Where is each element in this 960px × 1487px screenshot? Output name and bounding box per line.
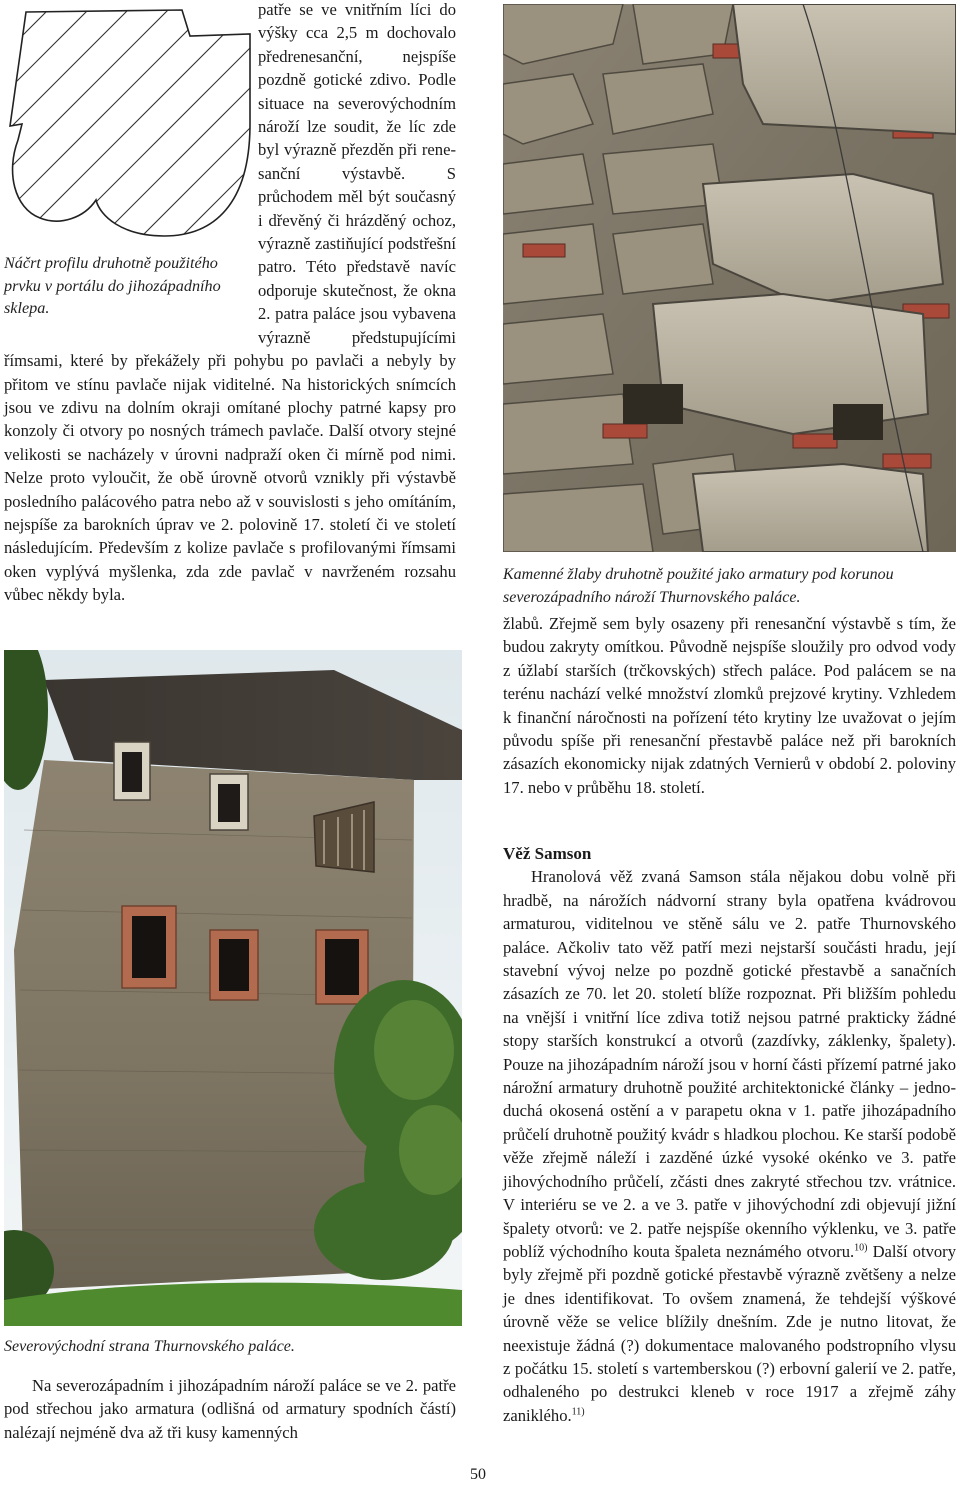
left-column-bottom-text — [4, 1374, 456, 1444]
paragraph-gutters: žlabů. Zřejmě sem byly osazeny při renesanční výstavbě s tím, že budou zakryty omítkou. Původně nejspíše sloužily pro odvod vody z úžlabí starších (trčkovských) střech paláce. Pod palácem se na terénu nachází velké množství zlomků prejzové krytiny. Vzhledem k finanční náročnosti na pořízení této krytiny lze uvažovat o jejím původu spíše při renesanční přestavbě paláce než při barokních zásazích ekonomicky nijak zdatných Vernierů v období 2. poloviny 17. nebo v průběhu 18. století. — [503, 614, 956, 797]
palace-photo — [4, 650, 462, 1326]
stone-corner-caption: Kamenné žlaby druhotně použité jako armatury pod korunou severozápadního nároží Thurnovského paláce. — [503, 566, 894, 606]
profile-sketch-caption: Náčrt profilu druhotně použitého prvku v portálu do jihozápadního sklepa. — [4, 254, 221, 318]
footnote-ref-10[interactable]: 10) — [854, 1242, 868, 1254]
text-wrap-spacer — [4, 0, 258, 340]
paragraph-wall-gallery: patře se ve vnitřním líci do výšky cca 2,5 m dochovalo předrenesanční, nejspíše pozdně gotické zdivo. Podle situace na severovýchodním nároží lze soudit, že líc zde byl výrazně přezděn při renesanční výstavbě. S průchodem měl být současný i dřevěný či hrázděný ochoz, výrazně zastiňující podstřešní patro. Této představě navíc odporuje skutečnost, že okna 2. patra paláce jsou vybavena výrazně předstupujícími římsami, které by překážely při pohybu po pavlači a nebyly by přitom ve stínu pavlače nijak viditelné. Na historických snímcích jsou ve zdivu na dolním okraji omítané plochy patrné kapsy pro konzoly či otvory po nosných trámech pavlače. Další otvory stejné velikosti se nacházely v úrovni nadpraží oken či mírně pod nimi. Nelze proto vyloučit, že obě úrovně otvorů vznikly při výstavbě posledního palácového patra nebo až v souvislosti s jeho omítáním, nejspíše za barokních úprav ve 2. polovině 17. století či ve století následujícím. Především z kolize pavlače s profilovanými římsami oken vyplývá myšlenka, zda zde pavlač v navrženém rozsahu vůbec někdy byla. — [4, 0, 456, 605]
footnote-ref-11[interactable]: 11) — [571, 1406, 585, 1418]
samson-text-part1: Hranolová věž zvaná Samson stála nějakou dobu volně při hradbě, na nárožích nádvorní strany byla opatřena kvádrovou armaturou, viditelnou ve stěně sálu ve 2. patře Thurnovského paláce. Ačkoliv tato věž patří mezi nejstarší součásti hradu, její stavební vývoj nelze po pozdně gotické přestavbě a sanačních zásazích ze 70. let 20. století blíže rozpoznat. Při bližším pohledu na vnější i vnitřní líce zdiva totiž nejsou patrné prakticky žádné stopy starších konstrukcí a otvorů (zazdívky, záklenky, špalety). Pouze na jihozápadním nároží jsou v horní části přízemí patrné jako nárožní armatury druhotně použité architektonické články – jednoduchá okosená ostění a v parapetu okna v 1. patře jihozápadního průčelí druhotně použitý kvádr s hladkou plochou. Ke starší podobě věže zřejmě náleží i zazděné úzké vysoké okénko ve 3. patře jihovýchodního průčelí, zčásti dnes zakryté střechou tzv. vrátnice. V interiéru se ve 2. a ve 3. patře v jihovýchodní zdi objevují jižní špalety otvorů: ve 2. patře nejspíše okenního výklenku, ve 3. patře poblíž východního kouta špaleta neznámého otvoru. — [503, 867, 956, 1261]
paragraph-samson — [503, 865, 956, 1427]
stone-corner-photo — [503, 4, 956, 552]
left-column-text — [4, 0, 456, 607]
page-number: 50 — [470, 1466, 486, 1483]
section-heading-samson: Věž Samson — [503, 844, 592, 863]
samson-section — [503, 842, 956, 1427]
right-column-continued — [503, 612, 956, 799]
samson-text-part2: Další otvory byly zřejmě při pozdně gotické přestavbě výrazně zvětšeny a nelze je dnes identifikovat. To ovšem znamená, že tehdejší výškové úrovně věže se velice blížily dnešním. Zde je nutno litovat, že neexistuje žádná (?) dokumentace malovaného podstropního vlysu z počátku 15. století s vartemberskou (?) erbovní galerií ve 2. patře, odhaleného po destrukci kleneb v roce 1917 a zřejmě záhy zaniklého. — [503, 1241, 956, 1425]
paragraph-corners: Na severozápadním i jihozápadním nároží paláce se ve 2. patře pod střechou jako armatura (odlišná od armatury spodních částí) nalézají nejméně dva až tři kusy kamenných — [4, 1376, 456, 1442]
palace-photo-caption: Severovýchodní strana Thurnovského paláce. — [4, 1338, 295, 1355]
